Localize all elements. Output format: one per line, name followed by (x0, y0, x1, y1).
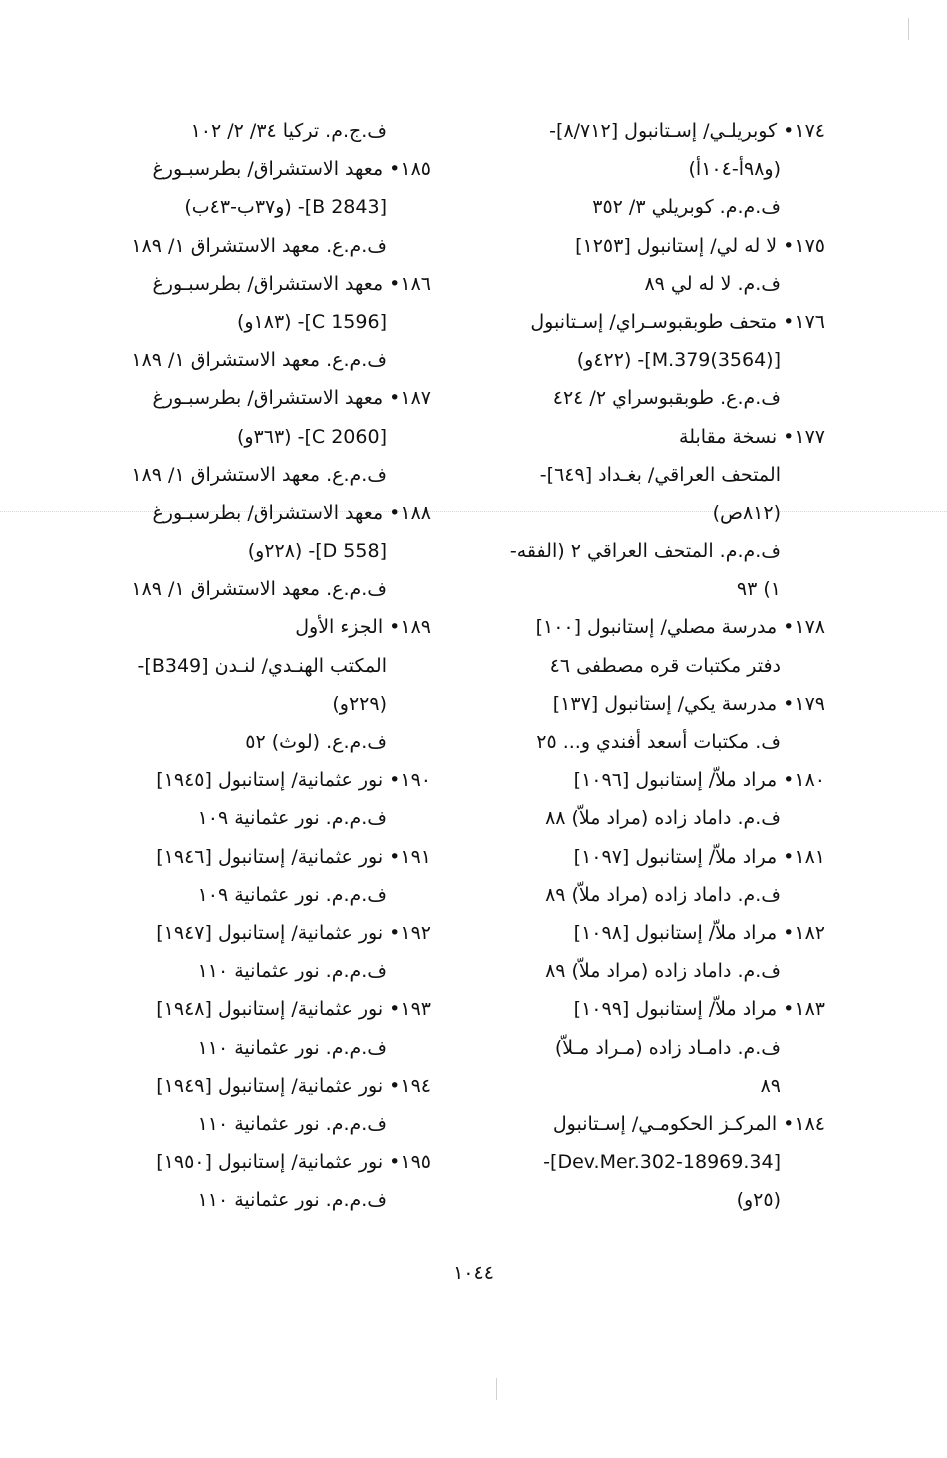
entry-line: ف.م.م. نور عثمانية ١٠٩ (197, 883, 387, 906)
entry-line: ١٧٩• مدرسة يكي/ إستانبول [١٣٧] (552, 692, 825, 715)
entry-line: [34.Dev.Mer.302-18969]- (543, 1151, 781, 1174)
scan-artifact-mark (496, 1378, 497, 1400)
entry-line: ١٩٤• نور عثمانية/ إستانبول [١٩٤٩] (156, 1074, 431, 1097)
entry-line: ١٨٠• مراد ملاّ/ إستانبول [١٠٩٦] (573, 769, 825, 792)
entry-line: ف.م.ع. (لوث) ٥٢ (245, 731, 387, 753)
entry-line: ١٧٦• متحف طوبقبوسـراي/ إسـتانبول (530, 310, 825, 333)
entry-line: (٢٥و) (736, 1189, 781, 1212)
entry-line: ١٧٨• مدرسة مصلي/ إستانبول [١٠٠] (535, 616, 825, 639)
right-column (485, 112, 825, 1219)
scan-artifact-mark (908, 18, 909, 40)
entry-line: (و٩٨أ-١٠٤أ) (688, 158, 781, 181)
entry-line: ف.م.ع. معهد الاستشراق ١/ ١٨٩ (131, 578, 387, 601)
entry-line: ف.م.م. نور عثمانية ١١٠ (197, 1112, 387, 1135)
entry-line: ف.م.ع. معهد الاستشراق ١/ ١٨٩ (131, 463, 387, 486)
entry-line: ف.م.م. نور عثمانية ١١٠ (197, 1189, 387, 1212)
entry-line: ١٨٣• مراد ملاّ/ إستانبول [١٠٩٩] (573, 998, 825, 1021)
entry-line: ١٩١• نور عثمانية/ إستانبول [١٩٤٦] (156, 845, 431, 868)
entry-line: ١٩٥• نور عثمانية/ إستانبول [١٩٥٠] (156, 1151, 431, 1174)
entry-line: ف.م. دامـاد زاده (مـراد مـلاّ) (554, 1036, 781, 1059)
entry-line: ١٧٧• نسخة مقابلة (679, 425, 825, 448)
entry-line: ف.م.م. نور عثمانية ١١٠ (197, 1036, 387, 1059)
entry-line: ف.ج.م. تركيا ٣٤/ ٢/ ١٠٢ (190, 120, 387, 142)
entry-line: ف.م. داماد زاده (مراد ملاّ) ٨٩ (545, 960, 781, 983)
entry-line: ف. مكتبات أسعد أفندي و... ٢٥ (536, 731, 781, 753)
entry-line: ١٨٩• الجزء الأول (295, 616, 431, 639)
entry-line: ١٩٢• نور عثمانية/ إستانبول [١٩٤٧] (156, 921, 431, 944)
entry-line: المتحف العراقي/ بغـداد [٦٤٩]- (539, 463, 781, 486)
entry-line: (٢٢٩و) (332, 692, 387, 715)
entry-line: دفتر مكتبات قره مصطفى ٤٦ (549, 654, 781, 677)
entry-line: ١٩٣• نور عثمانية/ إستانبول [١٩٤٨] (156, 998, 431, 1021)
page-number: ١٠٤٤ (453, 1262, 494, 1284)
entry-line: ف.م. داماد زاده (مراد ملاّ) ٨٨ (545, 807, 781, 830)
entry-line: ١٨٥• معهد الاستشراق/ بطرسبـورغ (152, 158, 431, 181)
entry-line: [D 558]- (٢٢٨و) (247, 540, 387, 563)
entry-line: ١٨٨• معهد الاستشراق/ بطرسبـورغ (152, 501, 431, 524)
entry-line: ١٩٠• نور عثمانية/ إستانبول [١٩٤٥] (156, 769, 431, 792)
entry-line: ف.م. لا له لي ٨٩ (644, 272, 781, 295)
entry-line: ٨٩ (760, 1074, 781, 1097)
entry-line: ١٨٤• المركـز الحكومـي/ إسـتانبول (552, 1112, 825, 1135)
entry-line: ١٧٤• كوبريلـي/ إسـتانبول [٨/٧١٢]- (549, 120, 825, 142)
entry-line: ف.م.ع. معهد الاستشراق ١/ ١٨٩ (131, 349, 387, 372)
entry-line: ف.م.م. كوبريلي ٣/ ٣٥٢ (592, 196, 781, 219)
entry-line: ف.م.م. المتحف العراقي ٢ (الفقه- (509, 540, 781, 563)
entry-line: [C 1596]- (١٨٣و) (236, 310, 387, 333)
left-column (101, 112, 431, 1219)
entry-line: ف.م. داماد زاده (مراد ملاّ) ٨٩ (545, 883, 781, 906)
entry-line: ١٨٢• مراد ملاّ/ إستانبول [١٠٩٨] (573, 921, 825, 944)
entry-line: ف.م.م. نور عثمانية ١١٠ (197, 960, 387, 983)
entry-line: ف.م.م. نور عثمانية ١٠٩ (197, 807, 387, 830)
entry-line: ١) ٩٣ (736, 578, 781, 601)
entry-line: [(3564)M.379]- (٤٢٢و) (576, 349, 781, 372)
entry-line: المكتب الهنـدي/ لنـدن [B349]- (137, 654, 387, 677)
entry-line: ١٨١• مراد ملاّ/ إستانبول [١٠٩٧] (573, 845, 825, 868)
entry-line: ف.م.ع. معهد الاستشراق ١/ ١٨٩ (131, 234, 387, 257)
entry-line: ف.م.ع. طوبقبوسراي ٢/ ٤٢٤ (552, 387, 781, 410)
entry-line: ١٧٥• لا له لي/ إستانبول [١٢٥٣] (575, 234, 825, 257)
entry-line: ١٨٧• معهد الاستشراق/ بطرسبـورغ (152, 387, 431, 410)
entry-line: [B 2843]- (و٣٧ب-٤٣ب) (184, 196, 387, 219)
entry-line: [C 2060]- (٣٦٣و) (236, 425, 387, 448)
entry-line: (٨١٢ص) (712, 501, 781, 524)
entry-line: ١٨٦• معهد الاستشراق/ بطرسبـورغ (152, 272, 431, 295)
